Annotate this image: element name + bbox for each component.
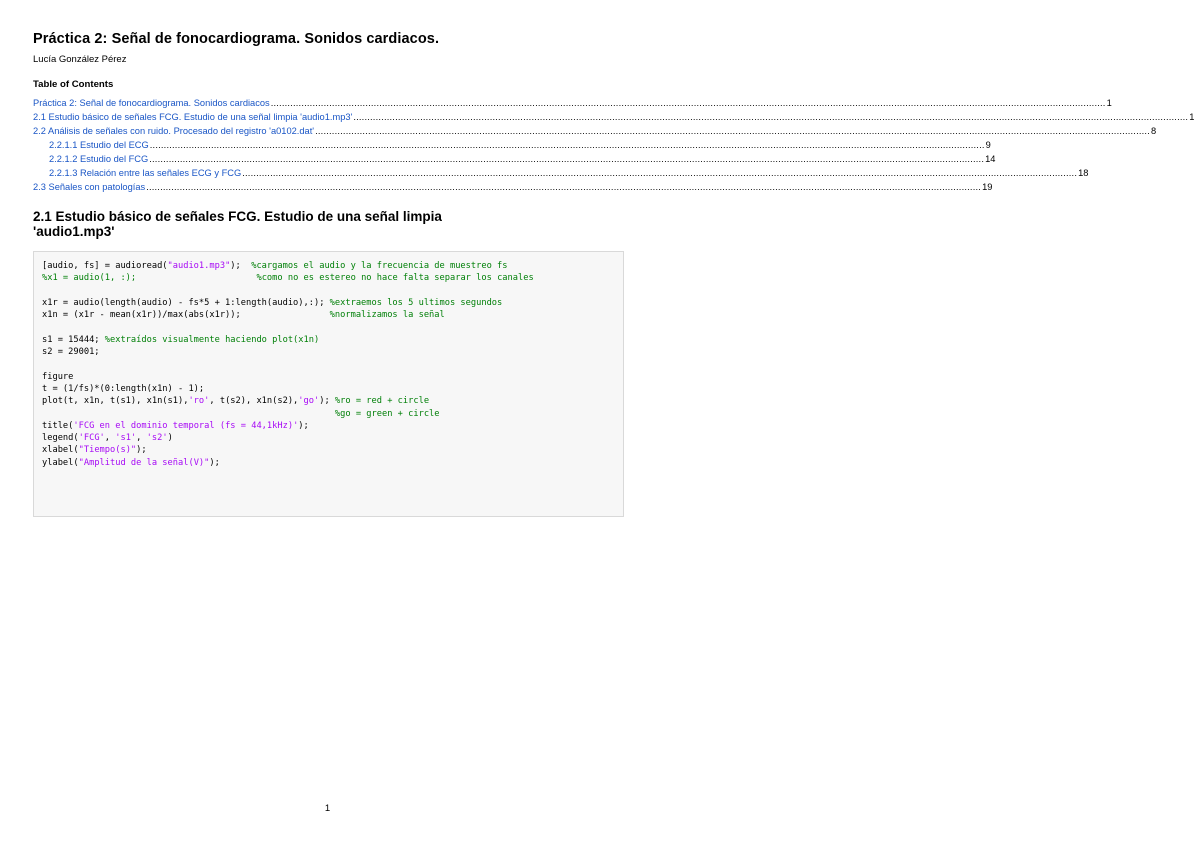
code-line [42,358,534,370]
code-line [42,260,534,272]
toc-page-number: 19 [982,182,993,192]
code-comment: %normalizamos la señal [329,310,445,321]
code-line [42,371,534,383]
toc-entry-link[interactable]: 2.2.1.2 Estudio del FCG [49,154,149,164]
code-text [136,273,256,283]
code-text: x1n = (x1r - mean(x1r))/max(abs(x1r)); [42,310,330,321]
section-heading-line-1: 2.1 Estudio básico de señales FCG. Estudio de una señal limpia [33,209,442,224]
code-string: 's2' [146,433,168,444]
code-line [42,420,534,432]
toc-entry-link[interactable]: 2.2 Análisis de señales con ruido. Procesado del registro 'a0102.dat' [33,126,315,136]
toc-page-number: 9 [985,140,991,150]
code-string: 'FCG en el dominio temporal (fs = 44,1kHz)' [73,420,299,431]
toc-entry-link[interactable]: 2.3 Señales con patologías [33,182,146,192]
toc-entry-link[interactable]: 2.2.1.1 Estudio del ECG [49,140,149,150]
section-heading [33,209,593,239]
code-text: plot(t, x1n, t(s1), x1n(s1), [42,396,189,407]
code-string: "Tiempo(s)" [78,445,137,456]
toc-page-number: 1 [1106,98,1112,108]
code-text: legend( [42,433,79,444]
code-string: 's1' [115,433,137,444]
code-line [42,285,534,297]
code-text: s1 = 15444; [42,334,105,345]
code-string: 'go' [298,396,320,407]
toc-page-number: 18 [1078,168,1089,178]
code-line [42,432,534,444]
code-line [42,395,534,407]
toc-leader-dots: ............................................................................................................................................................................................................................................................................................................ [353,112,1189,122]
code-text: ); [319,396,335,407]
toc-entry-link[interactable]: 2.1 Estudio básico de señales FCG. Estudio de una señal limpia 'audio1.mp3' [33,112,353,122]
toc-entry[interactable] [33,112,1194,126]
code-line [42,334,534,346]
toc-entry-link[interactable]: 2.2.1.3 Relación entre las señales ECG y FCG [49,168,242,178]
toc-entry-link[interactable]: Práctica 2: Señal de fonocardiograma. Sonidos cardiacos [33,98,270,108]
page-number: 1 [324,803,331,814]
toc-leader-dots: ............................................................................................................................................................................................................................................................................................................ [270,98,1106,108]
code-comment: %como no es estereo no hace falta separar los canales [256,273,534,284]
code-line [42,297,534,309]
code-line [42,346,534,358]
code-text: ); [209,457,220,468]
toc-page-number: 8 [1151,126,1157,136]
code-text: , [136,433,147,444]
toc-page-number: 1 [1189,112,1194,122]
toc-leader-dots: ............................................................................................................................................................................................................................................................................................................ [149,140,985,150]
toc-heading: Table of Contents [33,79,114,90]
code-text: , [104,433,116,444]
code-line [42,444,534,456]
toc-entry[interactable] [33,182,993,196]
code-text: figure [42,371,74,382]
code-comment: %extraídos visualmente haciendo plot(x1n) [104,334,320,345]
toc-entry[interactable] [33,126,1157,140]
code-line [42,272,534,284]
code-line [42,321,534,333]
code-comment: %extraemos los 5 ultimos segundos [329,297,503,308]
code-text: ); [230,261,252,271]
code-line [42,457,534,469]
code-text: [audio, fs] = audioread( [42,261,168,271]
code-text: xlabel( [42,445,79,456]
code-comment: %ro = red + circle [334,396,430,407]
code-text [42,409,335,419]
code-comment: %x1 = audio(1, :); [42,273,137,284]
code-listing [42,260,534,469]
section-heading-line-2: 'audio1.mp3' [33,224,115,239]
code-text: ); [136,445,147,456]
code-comment: %cargamos el audio y la frecuencia de muestreo fs [251,261,508,271]
toc-leader-dots: ............................................................................................................................................................................................................................................................................................................ [146,182,982,192]
toc-page-number: 14 [985,154,996,164]
code-text: x1r = audio(length(audio) - fs*5 + 1:length(audio),:); [42,297,330,308]
table-of-contents [33,98,1194,196]
code-line [42,309,534,321]
code-string: "audio1.mp3" [167,261,231,271]
code-string: 'ro' [188,396,210,407]
toc-leader-dots: ............................................................................................................................................................................................................................................................................................................ [242,168,1078,178]
document-title: Práctica 2: Señal de fonocardiograma. Sonidos cardiacos. [33,31,440,47]
toc-leader-dots: ............................................................................................................................................................................................................................................................................................................ [149,154,985,164]
code-text: ylabel( [42,457,79,468]
code-text: ) [167,433,173,444]
code-text: title( [42,420,74,431]
code-line [42,383,534,395]
code-text: s2 = 29001; [42,347,100,358]
toc-entry[interactable] [33,140,991,154]
toc-entry[interactable] [33,98,1112,112]
code-string: 'FCG' [78,433,105,444]
code-text: ); [298,420,309,431]
code-text: t = (1/fs)*(0:length(x1n) - 1); [42,383,205,394]
toc-entry[interactable] [33,168,1089,182]
code-line [42,408,534,420]
code-block [33,251,624,517]
document-author: Lucía González Pérez [33,54,127,65]
toc-entry[interactable] [33,154,996,168]
code-comment: %go = green + circle [334,408,440,419]
code-text: , t(s2), x1n(s2), [209,396,299,407]
toc-leader-dots: ............................................................................................................................................................................................................................................................................................................ [315,126,1150,136]
code-string: "Amplitud de la señal(V)" [78,457,210,468]
